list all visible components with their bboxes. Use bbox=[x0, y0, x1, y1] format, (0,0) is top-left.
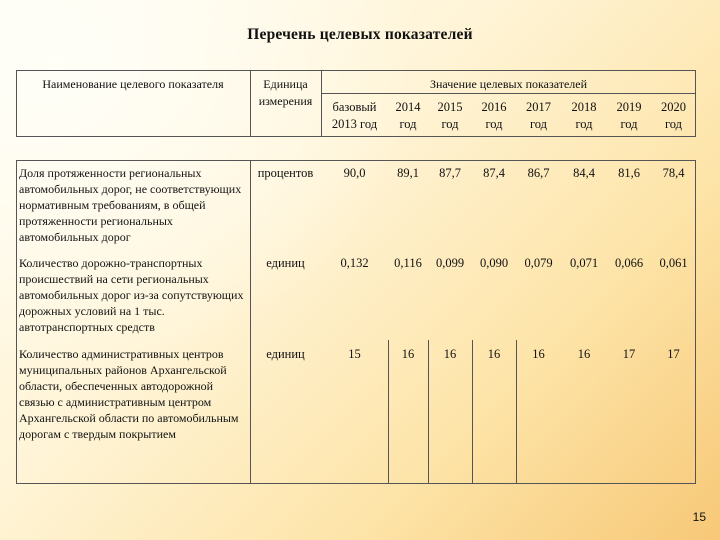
indicator-value: 0,061 bbox=[659, 256, 688, 270]
year-header: год bbox=[441, 117, 459, 131]
year-header: год bbox=[529, 117, 548, 131]
year-header: год bbox=[399, 117, 417, 131]
indicator-value: 0,116 bbox=[394, 256, 422, 270]
indicator-value: 17 bbox=[667, 347, 680, 361]
indicator-value: 84,4 bbox=[573, 166, 595, 180]
indicator-value: 16 bbox=[532, 347, 545, 361]
year-header: 2018 bbox=[571, 100, 597, 114]
indicator-unit: процентов bbox=[257, 166, 314, 180]
year-header: 2020 bbox=[661, 100, 686, 114]
year-header: 2017 bbox=[526, 100, 551, 114]
indicator-value: 0,132 bbox=[340, 256, 369, 270]
year-header: год bbox=[575, 117, 593, 131]
indicator-value: 15 bbox=[348, 347, 361, 361]
indicator-value: 90,0 bbox=[343, 166, 366, 180]
year-header: год bbox=[664, 117, 683, 131]
indicator-value: 17 bbox=[622, 347, 636, 361]
indicator-value: 0,066 bbox=[614, 256, 644, 270]
header-unit: Единица bbox=[263, 77, 308, 91]
indicator-unit: единиц bbox=[266, 256, 305, 270]
indicator-value: 0,079 bbox=[524, 256, 553, 270]
indicator-value: 0,090 bbox=[479, 256, 509, 270]
indicator-unit: единиц bbox=[266, 347, 305, 361]
year-header: год bbox=[485, 117, 503, 131]
target-indicators-table bbox=[16, 70, 696, 484]
indicator-value: 16 bbox=[487, 347, 501, 361]
indicator-value: 16 bbox=[443, 347, 457, 361]
indicator-name: Количество дорожно-транспортных происшествий на сети региональных автомобильных дорог из-за сопутствующих дорожных условий на 1 тыс. автотранспортных средств bbox=[19, 256, 244, 334]
year-header: 2016 bbox=[481, 100, 507, 114]
year-header: 2013 год bbox=[331, 117, 378, 131]
year-header: 2015 bbox=[437, 100, 463, 114]
indicator-value: 16 bbox=[401, 347, 415, 361]
header-divider bbox=[321, 93, 696, 94]
indicator-value: 87,7 bbox=[439, 166, 461, 180]
indicator-value: 89,1 bbox=[397, 166, 419, 180]
indicator-value: 0,071 bbox=[569, 256, 599, 270]
indicator-value: 81,6 bbox=[618, 166, 640, 180]
year-header: базовый bbox=[332, 100, 377, 114]
header-values-group: Значение целевых показателей bbox=[429, 77, 588, 91]
year-header: 2014 bbox=[395, 100, 421, 114]
indicator-value: 86,7 bbox=[527, 166, 550, 180]
header-unit: измерения bbox=[258, 94, 313, 108]
indicator-value: 0,099 bbox=[435, 256, 465, 270]
indicator-value: 16 bbox=[577, 347, 591, 361]
indicator-name: Количество административных центров муниципальных районов Архангельской области, обеспеченных автодорожной связью с административным центром Архангельской области по автомобильным дорогам с твердым покрытием bbox=[19, 347, 239, 441]
page-title: Перечень целевых показателей bbox=[247, 26, 473, 43]
indicator-value: 87,4 bbox=[483, 166, 505, 180]
header-name: Наименование целевого показателя bbox=[42, 77, 224, 91]
indicator-value: 78,4 bbox=[662, 166, 685, 180]
year-header: 2019 bbox=[616, 100, 642, 114]
indicator-name: Доля протяженности региональных автомобильных дорог, не соответствующих нормативным требованиям, в общей протяженности региональных автомобильных дорог bbox=[19, 166, 242, 244]
page-number: 15 bbox=[692, 510, 706, 524]
year-header: год bbox=[620, 117, 638, 131]
